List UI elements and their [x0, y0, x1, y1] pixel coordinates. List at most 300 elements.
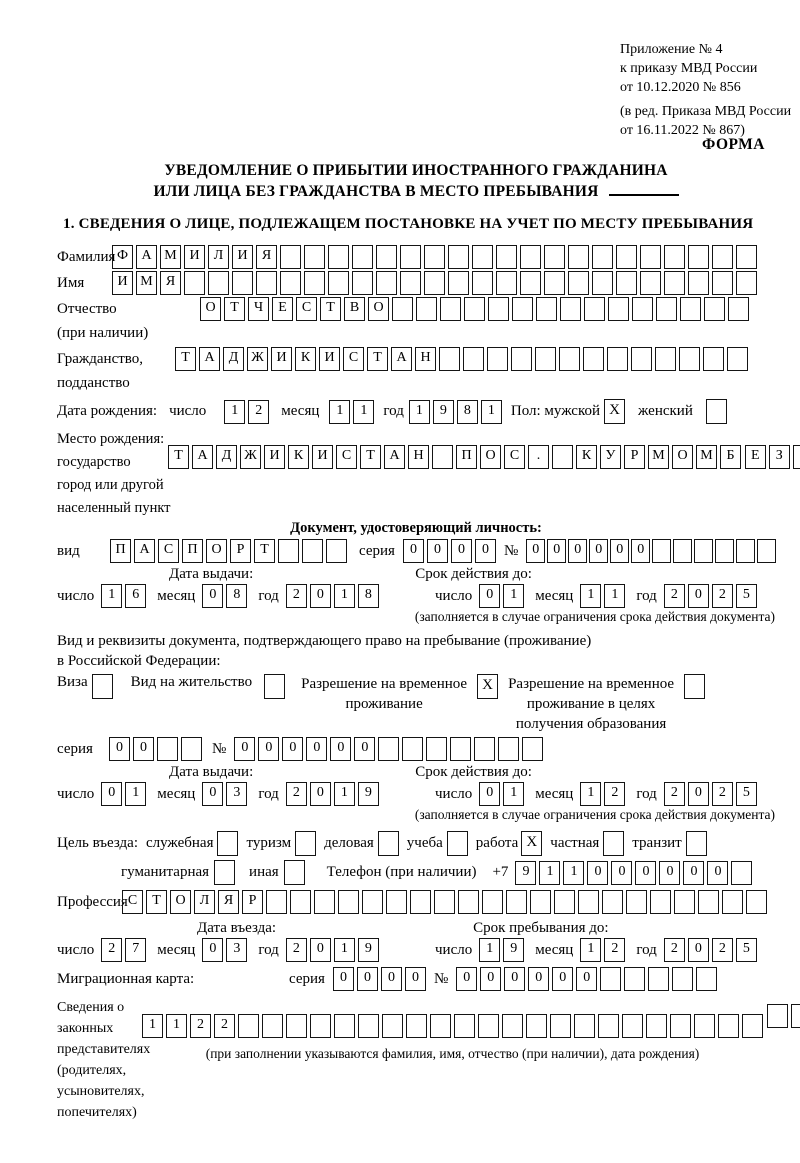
char-cell	[424, 245, 445, 269]
ref-line: (в ред. Приказа МВД России	[620, 104, 792, 119]
char-cell: Ж	[247, 347, 268, 371]
char-cell: И	[264, 445, 285, 469]
char-cell: А	[391, 347, 412, 371]
profession-label: Профессия	[57, 893, 128, 910]
char-cell: 0	[589, 539, 608, 563]
representatives-label-line: законных	[57, 1021, 114, 1036]
edu-residence-label	[508, 674, 674, 734]
char-cell: 5	[736, 938, 757, 962]
field-birthdate	[57, 399, 775, 424]
char-cell	[482, 890, 503, 914]
char-cell	[526, 1014, 547, 1038]
char-cell: 0	[479, 584, 500, 608]
birthplace-label-line4: населенный пункт	[57, 500, 171, 516]
char-cell	[680, 297, 701, 321]
stay-doc-date-headers	[57, 764, 775, 781]
field-given-name	[57, 271, 775, 295]
stay-doc-intro-line1: Вид и реквизиты документа, подтверждающего право на пребывание (проживание)	[57, 633, 592, 649]
char-cell: 1	[125, 782, 146, 806]
purpose-tourism-checkbox	[295, 831, 316, 856]
migration-series-cells	[333, 967, 426, 991]
char-cell	[698, 890, 719, 914]
representatives-label-line: (родителях,	[57, 1063, 127, 1078]
char-cell: О	[170, 890, 191, 914]
temp-residence-label-line1: Разрешение на временное	[301, 676, 468, 692]
char-cell	[673, 539, 692, 563]
char-cell	[416, 297, 437, 321]
issue-date-heading: Дата выдачи:	[169, 566, 254, 582]
char-cell: О	[368, 297, 389, 321]
purpose-official-checkbox	[217, 831, 238, 856]
ref-line: от 10.12.2020 № 856	[620, 80, 741, 95]
char-cell: 9	[433, 400, 454, 424]
char-cell: Т	[320, 297, 341, 321]
char-cell	[670, 1014, 691, 1038]
purpose-transit-checkbox	[686, 831, 707, 856]
char-cell	[262, 1014, 283, 1038]
char-cell: Р	[624, 445, 645, 469]
char-cell	[584, 297, 605, 321]
char-cell	[550, 1014, 571, 1038]
char-cell	[286, 1014, 307, 1038]
char-cell	[304, 271, 325, 295]
stay-doc-dates	[57, 782, 775, 806]
char-cell: 9	[358, 938, 379, 962]
field-patronymic	[57, 297, 775, 345]
char-cell	[791, 1004, 800, 1028]
residence-permit-label: Вид на жительство	[130, 674, 253, 690]
char-cell: 2	[712, 938, 733, 962]
char-cell: 9	[515, 861, 536, 885]
representatives-row2-cells	[767, 1004, 800, 1028]
birthplace-label-line3: город или другой	[57, 477, 164, 493]
char-cell	[208, 271, 229, 295]
identity-doc-heading: Документ, удостоверяющий личность:	[290, 520, 542, 536]
doc-number-cells	[526, 539, 776, 563]
char-cell: 0	[202, 584, 223, 608]
char-cell: 1	[334, 782, 355, 806]
char-cell	[544, 271, 565, 295]
char-cell	[696, 967, 717, 991]
char-cell	[632, 297, 653, 321]
char-cell: К	[288, 445, 309, 469]
char-cell: О	[480, 445, 501, 469]
profession-cells	[122, 890, 767, 914]
issue-day-cells	[101, 782, 146, 806]
char-cell: 0	[611, 861, 632, 885]
patronymic-label-line1: Отчество	[57, 301, 117, 317]
char-cell	[450, 737, 471, 761]
purpose-option-label: деловая	[324, 835, 374, 851]
char-cell	[600, 967, 621, 991]
char-cell	[718, 1014, 739, 1038]
char-cell	[352, 245, 373, 269]
char-cell: 8	[457, 400, 478, 424]
series-label: серия	[57, 740, 93, 757]
char-cell	[568, 271, 589, 295]
char-cell	[328, 245, 349, 269]
char-cell: П	[456, 445, 477, 469]
char-cell	[535, 347, 556, 371]
char-cell	[624, 967, 645, 991]
char-cell	[522, 737, 543, 761]
char-cell	[646, 1014, 667, 1038]
char-cell	[498, 737, 519, 761]
patronymic-label-line2: (при наличии)	[57, 325, 149, 341]
char-cell	[400, 271, 421, 295]
day-label: число	[435, 785, 473, 802]
char-cell	[578, 890, 599, 914]
validity-limit-note: (заполняется в случае ограничения срока действия документа)	[414, 807, 775, 822]
char-cell	[266, 890, 287, 914]
char-cell	[757, 539, 776, 563]
surname-label: Фамилия	[57, 248, 116, 265]
birth-month-cells	[329, 400, 374, 424]
char-cell: 1	[503, 584, 524, 608]
header	[57, 40, 792, 156]
char-cell	[378, 737, 399, 761]
char-cell	[722, 890, 743, 914]
char-cell: 2	[664, 584, 685, 608]
issue-year-cells	[286, 584, 379, 608]
issue-date-heading: Дата выдачи:	[169, 764, 254, 780]
char-cell: 0	[547, 539, 566, 563]
char-cell	[736, 539, 755, 563]
visa-label: Виза	[57, 674, 88, 690]
day-label: число	[435, 941, 473, 958]
char-cell: Ч	[248, 297, 269, 321]
char-cell: Л	[194, 890, 215, 914]
stay-until-heading: Срок пребывания до:	[473, 920, 609, 936]
char-cell	[727, 347, 748, 371]
char-cell	[474, 737, 495, 761]
title-line2-text: ИЛИ ЛИЦА БЕЗ ГРАЖДАНСТВА В МЕСТО ПРЕБЫВАНИЯ	[153, 183, 599, 200]
char-cell	[583, 347, 604, 371]
char-cell	[463, 347, 484, 371]
char-cell	[793, 445, 800, 469]
char-cell: 1	[479, 938, 500, 962]
char-cell: 0	[688, 938, 709, 962]
entry-date-headers	[57, 920, 775, 937]
char-cell	[554, 890, 575, 914]
purpose-extra-phone-row	[57, 860, 775, 885]
char-cell: 3	[226, 938, 247, 962]
phone-label: Телефон (при наличии)	[326, 864, 477, 880]
doc-kind-cells	[110, 539, 347, 563]
char-cell	[440, 297, 461, 321]
char-cell: 0	[610, 539, 629, 563]
month-label: месяц	[535, 941, 574, 958]
char-cell: 2	[286, 584, 307, 608]
reference-block	[620, 40, 791, 140]
char-cell: 0	[635, 861, 656, 885]
edu-residence-label-line1: Разрешение на временное	[508, 676, 675, 692]
char-cell: 1	[166, 1014, 187, 1038]
char-cell	[640, 245, 661, 269]
char-cell: С	[504, 445, 525, 469]
edu-residence-checkbox	[684, 674, 705, 699]
purpose-humanitarian-label: гуманитарная	[121, 864, 210, 880]
char-cell: 5	[736, 782, 757, 806]
entry-dates	[57, 938, 775, 962]
char-cell	[280, 271, 301, 295]
sex-female-checkbox	[706, 399, 727, 424]
char-cell	[376, 245, 397, 269]
patronymic-label	[57, 297, 200, 345]
doc-series-cells	[403, 539, 496, 563]
char-cell: 0	[202, 938, 223, 962]
issue-day-cells	[101, 584, 146, 608]
edu-residence-label-line3: получения образования	[515, 716, 667, 732]
char-cell: 0	[333, 967, 354, 991]
month-label: месяц	[157, 941, 196, 958]
char-cell	[424, 271, 445, 295]
representatives-label-line: Сведения о	[57, 1000, 125, 1015]
birthplace-label-line2: государство	[57, 454, 131, 470]
identity-doc-date-headers	[57, 566, 775, 583]
given-name-cells	[112, 271, 757, 295]
char-cell: 0	[683, 861, 704, 885]
char-cell: 0	[568, 539, 587, 563]
char-cell: 1	[580, 782, 601, 806]
char-cell	[434, 890, 455, 914]
char-cell: 0	[631, 539, 650, 563]
identity-doc-kind-row	[57, 539, 775, 563]
char-cell	[652, 539, 671, 563]
char-cell: 5	[736, 584, 757, 608]
char-cell: И	[271, 347, 292, 371]
temp-residence-checkbox: X	[477, 674, 498, 699]
char-cell	[448, 245, 469, 269]
char-cell	[767, 1004, 788, 1028]
char-cell	[352, 271, 373, 295]
title-blank-line	[609, 194, 679, 196]
char-cell	[232, 271, 253, 295]
purpose-option-label: туризм	[246, 835, 292, 851]
char-cell: М	[648, 445, 669, 469]
char-cell: 6	[125, 584, 146, 608]
char-cell: И	[319, 347, 340, 371]
char-cell	[400, 245, 421, 269]
char-cell	[536, 297, 557, 321]
char-cell: П	[182, 539, 203, 563]
char-cell: 1	[409, 400, 430, 424]
char-cell: 0	[133, 737, 154, 761]
birthplace-row2-cells	[745, 445, 800, 469]
char-cell: 0	[456, 967, 477, 991]
char-cell	[704, 297, 725, 321]
purpose-option-label: транзит	[632, 835, 682, 851]
ref-line: от 16.11.2022 № 867)	[620, 123, 745, 138]
stay-until-date	[435, 938, 757, 962]
char-cell	[406, 1014, 427, 1038]
purpose-option-label: служебная	[145, 835, 214, 851]
char-cell	[712, 245, 733, 269]
char-cell	[464, 297, 485, 321]
char-cell	[731, 861, 752, 885]
month-label: месяц	[157, 587, 196, 604]
citizenship-cells	[175, 347, 748, 371]
char-cell: 2	[664, 782, 685, 806]
char-cell: 0	[479, 782, 500, 806]
char-cell: 0	[282, 737, 303, 761]
char-cell	[314, 890, 335, 914]
month-label: месяц	[157, 785, 196, 802]
stay-doc-valid-date	[435, 782, 757, 806]
year-label: год	[383, 403, 404, 419]
char-cell: 0	[330, 737, 351, 761]
char-cell: Я	[256, 245, 277, 269]
char-cell: Т	[224, 297, 245, 321]
doc-kind-label: вид	[57, 542, 80, 559]
representatives-label-line: попечителях)	[57, 1105, 137, 1120]
valid-month-cells	[580, 782, 625, 806]
visa-checkbox	[92, 674, 113, 699]
valid-year-cells	[664, 584, 757, 608]
char-cell	[496, 245, 517, 269]
phone-cells	[515, 861, 752, 885]
char-cell: Т	[175, 347, 196, 371]
char-cell: 1	[329, 400, 350, 424]
char-cell	[679, 347, 700, 371]
char-cell	[256, 271, 277, 295]
purpose-label: Цель въезда:	[57, 835, 138, 851]
char-cell	[439, 347, 460, 371]
char-cell	[410, 890, 431, 914]
char-cell: Б	[720, 445, 741, 469]
char-cell: 1	[334, 938, 355, 962]
char-cell: 0	[310, 782, 331, 806]
char-cell: Н	[408, 445, 429, 469]
char-cell	[631, 347, 652, 371]
char-cell	[157, 737, 178, 761]
char-cell: 2	[286, 782, 307, 806]
birth-day-cells	[224, 400, 269, 424]
char-cell	[402, 737, 423, 761]
char-cell	[715, 539, 734, 563]
char-cell: А	[192, 445, 213, 469]
char-cell: В	[344, 297, 365, 321]
char-cell: 9	[503, 938, 524, 962]
year-label: год	[636, 785, 657, 802]
char-cell: С	[343, 347, 364, 371]
stay-year-cells	[664, 938, 757, 962]
char-cell	[392, 297, 413, 321]
char-cell	[506, 890, 527, 914]
identity-issue-date	[57, 584, 435, 608]
char-cell: 1	[539, 861, 560, 885]
purpose-other-label: иная	[249, 864, 279, 880]
char-cell: 0	[587, 861, 608, 885]
representatives-block	[57, 997, 775, 1123]
char-cell: 0	[310, 584, 331, 608]
char-cell	[664, 245, 685, 269]
char-cell	[626, 890, 647, 914]
char-cell	[568, 245, 589, 269]
char-cell: 0	[480, 967, 501, 991]
char-cell	[742, 1014, 763, 1038]
char-cell: 0	[101, 782, 122, 806]
char-cell: З	[769, 445, 790, 469]
given-name-label: Имя	[57, 274, 85, 291]
issue-month-cells	[202, 584, 247, 608]
number-label: №	[503, 542, 519, 559]
char-cell: Я	[218, 890, 239, 914]
char-cell	[478, 1014, 499, 1038]
field-surname	[57, 245, 775, 269]
day-label: число	[57, 785, 95, 802]
birth-year-cells	[409, 400, 502, 424]
year-label: год	[258, 941, 279, 958]
char-cell: 1	[224, 400, 245, 424]
char-cell: 0	[475, 539, 496, 563]
purpose-option-label: работа	[475, 835, 519, 851]
char-cell	[520, 271, 541, 295]
char-cell: 8	[358, 584, 379, 608]
month-label: месяц	[535, 785, 574, 802]
char-cell: Т	[360, 445, 381, 469]
char-cell: Т	[168, 445, 189, 469]
section1-heading: 1. СВЕДЕНИЯ О ЛИЦЕ, ПОДЛЕЖАЩЕМ ПОСТАНОВКЕ НА УЧЕТ ПО МЕСТУ ПРЕБЫВАНИЯ	[63, 216, 754, 232]
phone-prefix: +7	[492, 864, 509, 880]
purpose-study-checkbox	[447, 831, 468, 856]
char-cell: Я	[160, 271, 181, 295]
char-cell	[326, 539, 347, 563]
temp-residence-label-line2: проживание	[345, 696, 423, 712]
char-cell: Н	[415, 347, 436, 371]
char-cell	[736, 271, 757, 295]
char-cell: 0	[357, 967, 378, 991]
forma-label: ФОРМА	[701, 136, 765, 153]
representatives-row1-cells	[142, 1014, 763, 1038]
citizenship-label-line1: Гражданство,	[57, 351, 144, 367]
char-cell	[338, 890, 359, 914]
purpose-option-label: учеба	[406, 835, 443, 851]
representatives-label-line: представителях	[57, 1042, 151, 1057]
char-cell: Т	[254, 539, 275, 563]
char-cell	[496, 271, 517, 295]
char-cell: 0	[659, 861, 680, 885]
char-cell: У	[600, 445, 621, 469]
ref-line: Приложение № 4	[620, 42, 723, 57]
char-cell: .	[528, 445, 549, 469]
purpose-other-checkbox	[284, 860, 305, 885]
char-cell	[487, 347, 508, 371]
year-label: год	[258, 587, 279, 604]
char-cell	[310, 1014, 331, 1038]
char-cell	[552, 445, 573, 469]
year-label: год	[258, 785, 279, 802]
char-cell	[472, 245, 493, 269]
char-cell	[472, 271, 493, 295]
purpose-business-checkbox	[378, 831, 399, 856]
char-cell: 0	[707, 861, 728, 885]
char-cell	[430, 1014, 451, 1038]
char-cell: 1	[580, 938, 601, 962]
char-cell	[560, 297, 581, 321]
char-cell	[376, 271, 397, 295]
valid-until-heading: Срок действия до:	[415, 764, 532, 780]
char-cell: С	[122, 890, 143, 914]
field-citizenship	[57, 347, 775, 395]
char-cell	[622, 1014, 643, 1038]
char-cell: 1	[334, 584, 355, 608]
stay-doc-series-cells	[109, 737, 202, 761]
char-cell: 9	[358, 782, 379, 806]
char-cell	[454, 1014, 475, 1038]
char-cell	[648, 967, 669, 991]
char-cell	[181, 737, 202, 761]
